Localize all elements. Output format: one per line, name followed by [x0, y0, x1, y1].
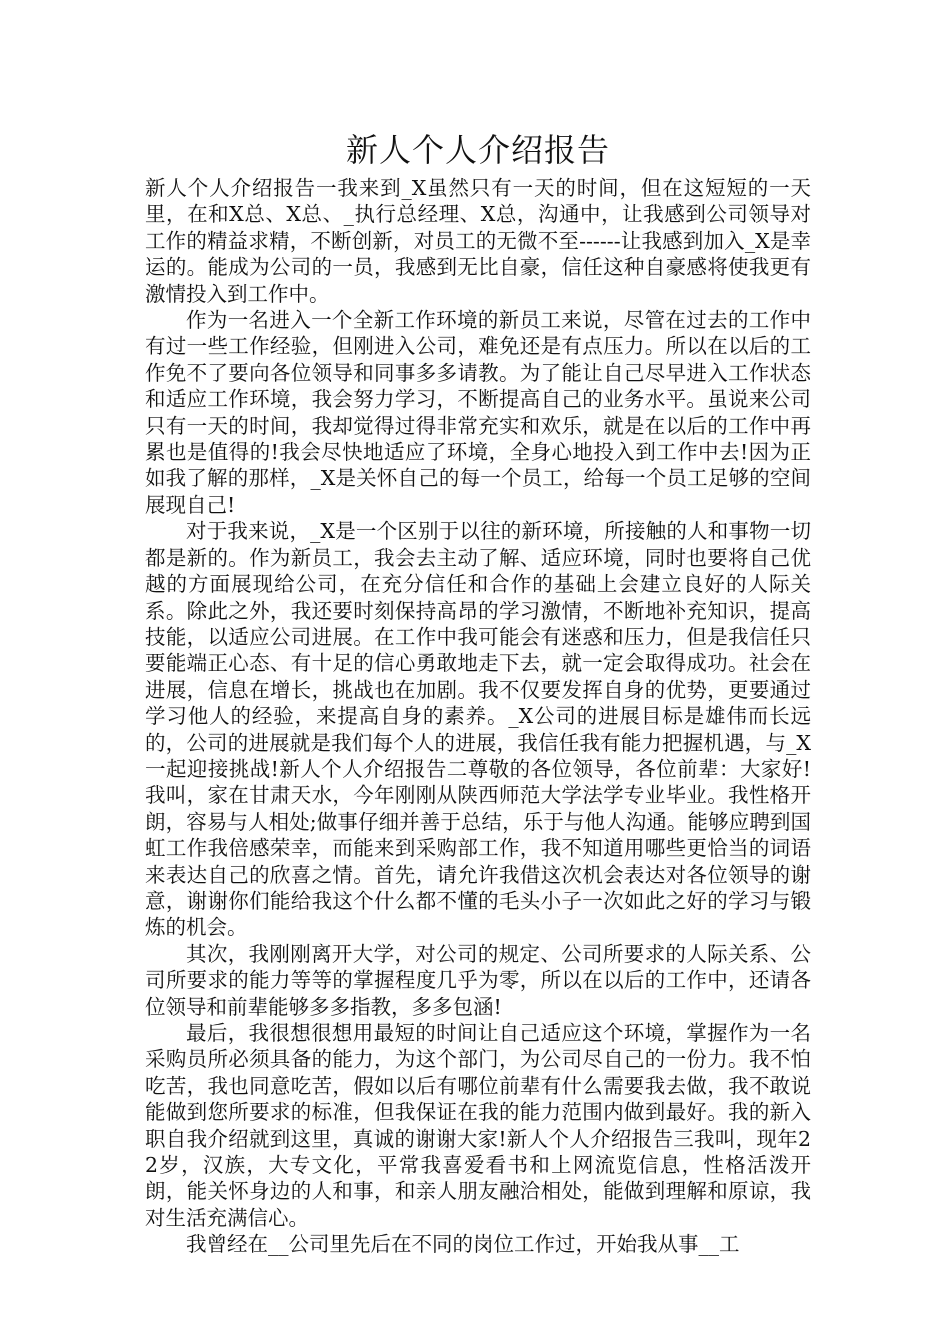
paragraph-1: 新人个人介绍报告一我来到_X虽然只有一天的时间，但在这短短的一天里，在和X总、X总、_执行总经理、X总，沟通中，让我感到公司领导对工作的精益求精，不断创新，对员工的无微不至------让我感到加入_X是幸运的。能成为公司的一员，我感到无比自豪，信任这种自豪感将使我更有激情投入到工作中。 — [145, 176, 811, 306]
paragraph-5: 最后，我很想很想用最短的时间让自己适应这个环境，掌握作为一名采购员所必须具备的能力，为这个部门，为公司尽自己的一份力。我不怕吃苦，我也同意吃苦，假如以后有哪位前辈有什么需要我去做，我不敢说能做到您所要求的标准，但我保证在我的能力范围内做到最好。我的新入职自我介绍就到这里，真诚的谢谢大家!新人个人介绍报告三我叫，现年22岁，汉族，大专文化，平常我喜爱看书和上网流览信息，性格活泼开朗，能关怀身边的人和事，和亲人朋友融洽相处，能做到理解和原谅，我对生活充满信心。 — [145, 1021, 811, 1230]
paragraph-2: 作为一名进入一个全新工作环境的新员工来说，尽管在过去的工作中有过一些工作经验，但刚进入公司，难免还是有点压力。所以在以后的工作免不了要向各位领导和同事多多请教。为了能让自己尽早进入工作状态和适应工作环境，我会努力学习，不断提高自己的业务水平。虽说来公司只有一天的时间，我却觉得过得非常充实和欢乐，就是在以后的工作中再累也是值得的!我会尽快地适应了环境，全身心地投入到工作中去!因为正如我了解的那样，_X是关怀自己的每一个员工，给每一个员工足够的空间展现自己! — [145, 308, 811, 517]
paragraph-3: 对于我来说，_X是一个区别于以往的新环境，所接触的人和事物一切都是新的。作为新员工，我会去主动了解、适应环境，同时也要将自己优越的方面展现给公司，在充分信任和合作的基础上会建立良好的人际关系。除此之外，我还要时刻保持高昂的学习激情，不断地补充知识，提高技能，以适应公司进展。在工作中我可能会有迷惑和压力，但是我信任只要能端正心态、有十足的信心勇敢地走下去，就一定会取得成功。社会在进展，信息在增长，挑战也在加剧。我不仅要发挥自身的优势，更要通过学习他人的经验，来提高自身的素养。_X公司的进展目标是雄伟而长远的，公司的进展就是我们每个人的进展，我信任我有能力把握机遇，与_X一起迎接挑战!新人个人介绍报告二尊敬的各位领导，各位前辈：大家好!我叫，家在甘肃天水，今年刚刚从陕西师范大学法学专业毕业。我性格开朗，容易与人相处;做事仔细并善于总结，乐于与他人沟通。能够应聘到国虹工作我倍感荣幸，而能来到采购部工作，我不知道用哪些更恰当的词语来表达自己的欣喜之情。首先，请允许我借这次机会表达对各位领导的谢意，谢谢你们能给我这个什么都不懂的毛头小子一次如此之好的学习与锻炼的机会。 — [145, 519, 811, 940]
document-page — [145, 128, 811, 1258]
document-title: 新人个人介绍报告 — [345, 131, 610, 169]
paragraph-6: 我曾经在__公司里先后在不同的岗位工作过，开始我从事__工 — [186, 1232, 740, 1257]
paragraph-4: 其次，我刚刚离开大学，对公司的规定、公司所要求的人际关系、公司所要求的能力等等的掌握程度几乎为零，所以在以后的工作中，还请各位领导和前辈能够多多指教，多多包涵! — [145, 941, 811, 1019]
